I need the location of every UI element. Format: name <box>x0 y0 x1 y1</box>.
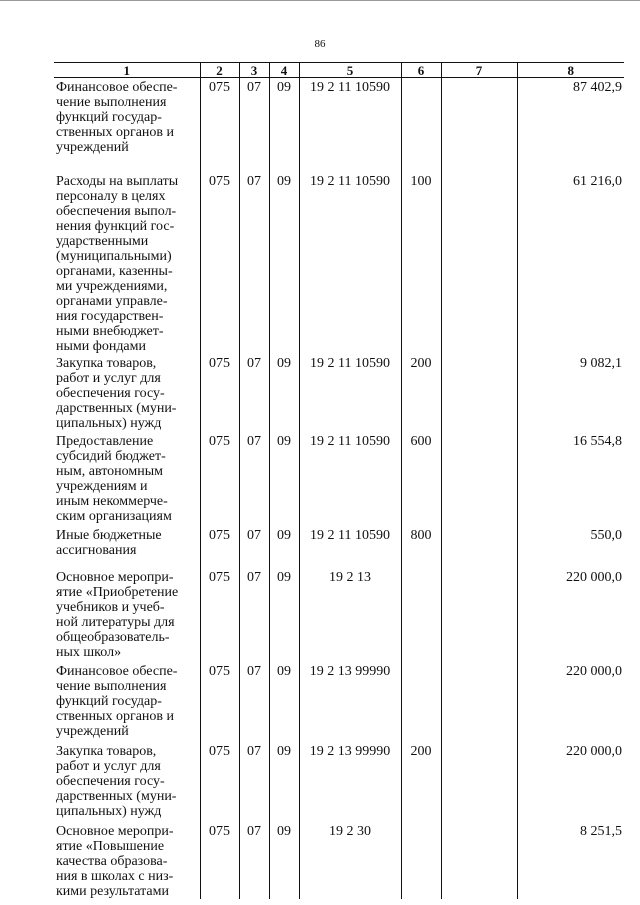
row-col-2-cell: 075 <box>200 568 239 662</box>
row-name-cell: Иные бюджетные ассигнования <box>56 528 162 558</box>
row-col-5-cell: 19 2 11 10590 <box>299 526 401 568</box>
table-row <box>54 822 624 899</box>
table-row <box>54 526 624 568</box>
table-header-row <box>54 63 624 78</box>
row-col-5-cell: 19 2 11 10590 <box>299 354 401 432</box>
row-col-3-cell: 07 <box>239 172 269 354</box>
row-col-7-cell <box>441 432 517 526</box>
row-col-4-cell: 09 <box>269 822 299 899</box>
row-col-7-cell <box>441 742 517 822</box>
row-col-2-cell: 075 <box>200 78 239 173</box>
budget-table-container <box>54 62 624 899</box>
row-col-2-cell: 075 <box>200 662 239 742</box>
row-col-3-cell: 07 <box>239 78 269 173</box>
row-col-3-cell: 07 <box>239 354 269 432</box>
row-name-cell: Закупка товаров, работ и услуг для обеспечения госу- дарственных (муни- ципальных) нужд <box>56 744 177 819</box>
row-col-7-cell <box>441 568 517 662</box>
row-col-5-cell: 19 2 13 <box>299 568 401 662</box>
row-name-cell: Закупка товаров, работ и услуг для обеспечения госу- дарственных (муни- ципальных) нужд <box>56 356 177 431</box>
table-row <box>54 742 624 822</box>
header-col-6: 6 <box>401 63 441 78</box>
row-col-7-cell <box>441 78 517 173</box>
row-col-5-cell: 19 2 30 <box>299 822 401 899</box>
table-row <box>54 432 624 526</box>
row-col-4-cell: 09 <box>269 172 299 354</box>
row-col-8-cell: 8 251,5 <box>517 822 624 899</box>
header-col-8: 8 <box>517 63 624 78</box>
row-col-4-cell: 09 <box>269 526 299 568</box>
row-col-8-cell: 61 216,0 <box>517 172 624 354</box>
row-col-8-cell: 16 554,8 <box>517 432 624 526</box>
row-col-7-cell <box>441 172 517 354</box>
row-col-2-cell: 075 <box>200 354 239 432</box>
row-col-6-cell: 800 <box>401 526 441 568</box>
row-name-cell: Предоставление субсидий бюджет- ным, автономным учреждениям и иным некоммерче- ским организациям <box>56 434 172 524</box>
row-name-cell: Основное меропри- ятие «Приобретение учебников и учеб- ной литературы для общеобразователь- ных школ» <box>56 570 179 660</box>
row-col-6-cell: 200 <box>401 742 441 822</box>
row-col-7-cell <box>441 662 517 742</box>
row-col-8-cell: 220 000,0 <box>517 662 624 742</box>
row-col-4-cell: 09 <box>269 354 299 432</box>
row-col-2-cell: 075 <box>200 822 239 899</box>
row-name-cell: Финансовое обеспе- чение выполнения функций государ- ственных органов и учреждений <box>56 80 178 155</box>
row-col-2-cell: 075 <box>200 742 239 822</box>
row-col-2-cell: 075 <box>200 432 239 526</box>
row-col-4-cell: 09 <box>269 662 299 742</box>
row-col-8-cell: 220 000,0 <box>517 568 624 662</box>
header-col-5: 5 <box>299 63 401 78</box>
row-col-6-cell: 600 <box>401 432 441 526</box>
row-col-2-cell: 075 <box>200 172 239 354</box>
row-col-3-cell: 07 <box>239 662 269 742</box>
row-col-3-cell: 07 <box>239 822 269 899</box>
header-col-3: 3 <box>239 63 269 78</box>
row-col-7-cell <box>441 822 517 899</box>
row-col-3-cell: 07 <box>239 568 269 662</box>
row-col-3-cell: 07 <box>239 432 269 526</box>
row-col-6-cell <box>401 662 441 742</box>
table-row <box>54 172 624 354</box>
row-col-5-cell: 19 2 13 99990 <box>299 662 401 742</box>
row-col-6-cell: 200 <box>401 354 441 432</box>
row-col-8-cell: 220 000,0 <box>517 742 624 822</box>
row-col-3-cell: 07 <box>239 742 269 822</box>
row-col-5-cell: 19 2 11 10590 <box>299 172 401 354</box>
row-col-6-cell <box>401 822 441 899</box>
header-col-4: 4 <box>269 63 299 78</box>
budget-table <box>54 62 624 899</box>
row-col-8-cell: 9 082,1 <box>517 354 624 432</box>
row-col-8-cell: 87 402,9 <box>517 78 624 173</box>
row-col-4-cell: 09 <box>269 432 299 526</box>
table-body <box>54 78 624 900</box>
row-name-cell: Финансовое обеспе- чение выполнения функций государ- ственных органов и учреждений <box>56 664 178 739</box>
header-col-2: 2 <box>200 63 239 78</box>
row-col-4-cell: 09 <box>269 742 299 822</box>
table-row <box>54 78 624 173</box>
row-name-cell: Расходы на выплаты персоналу в целях обеспечения выпол- нения функций гос- ударственными (муниципальными) органами, казенны- ми учреждениями, органами управле- ния государствен- ными внебюджет- ными фондами <box>56 174 179 354</box>
row-col-3-cell: 07 <box>239 526 269 568</box>
row-col-5-cell: 19 2 11 10590 <box>299 78 401 173</box>
page-number: 86 <box>314 38 326 50</box>
table-row <box>54 568 624 662</box>
row-col-6-cell <box>401 568 441 662</box>
row-col-7-cell <box>441 526 517 568</box>
row-col-4-cell: 09 <box>269 78 299 173</box>
row-col-5-cell: 19 2 13 99990 <box>299 742 401 822</box>
row-name-cell: Основное меропри- ятие «Повышение качества образова- ния в школах с низ- кими результатами <box>56 824 174 899</box>
row-col-8-cell: 550,0 <box>517 526 624 568</box>
table-row <box>54 354 624 432</box>
row-col-6-cell: 100 <box>401 172 441 354</box>
row-col-5-cell: 19 2 11 10590 <box>299 432 401 526</box>
header-col-7: 7 <box>441 63 517 78</box>
row-col-6-cell <box>401 78 441 173</box>
row-col-4-cell: 09 <box>269 568 299 662</box>
scan-top-edge <box>0 0 640 1</box>
header-col-1: 1 <box>54 63 200 78</box>
row-col-2-cell: 075 <box>200 526 239 568</box>
table-row <box>54 662 624 742</box>
row-col-7-cell <box>441 354 517 432</box>
